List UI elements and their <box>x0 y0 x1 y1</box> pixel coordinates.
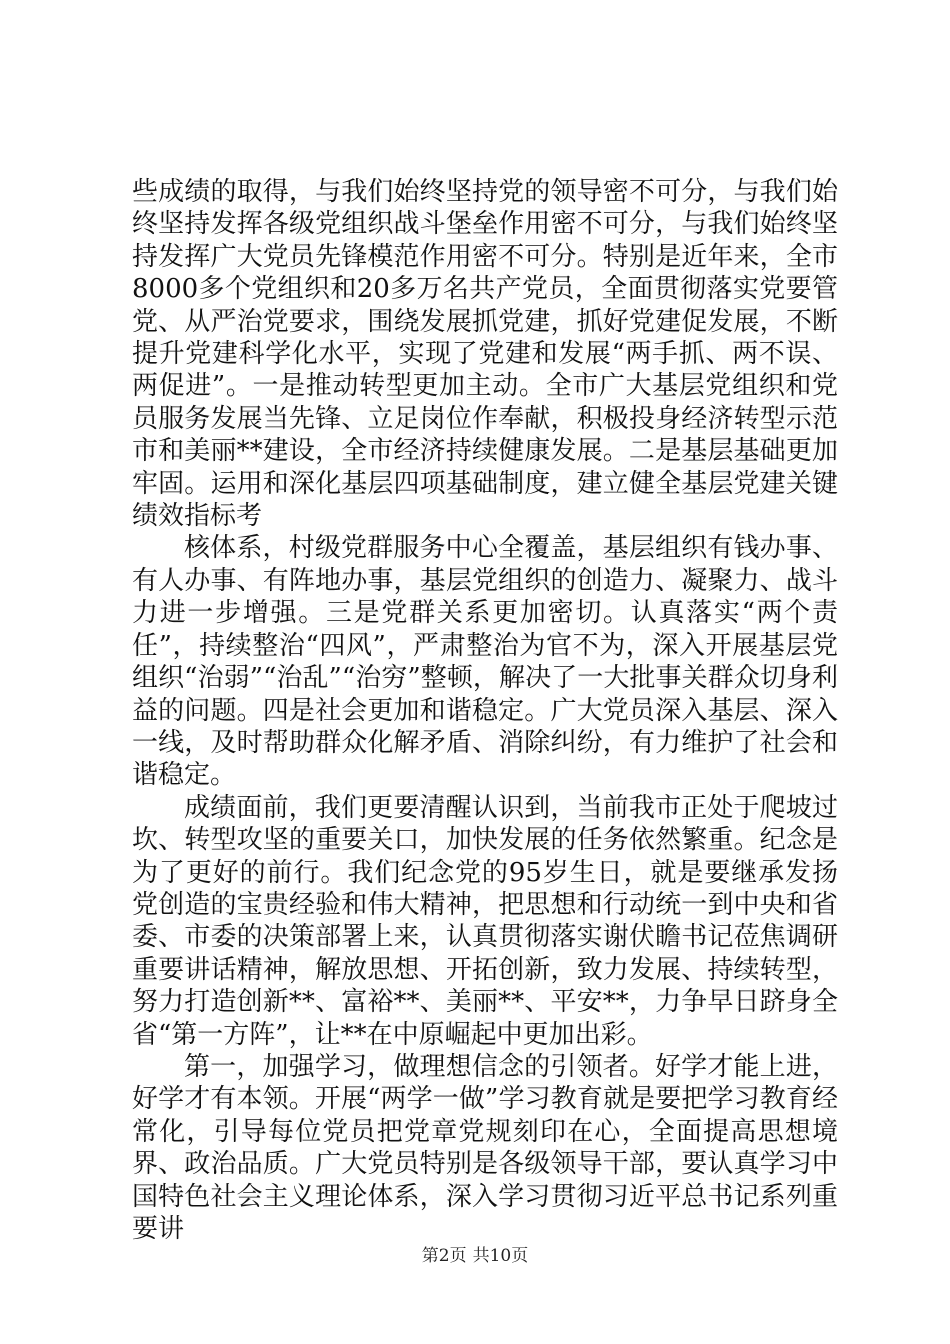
page-number: 第2页 <box>421 1246 467 1266</box>
page-total: 共10页 <box>472 1246 529 1266</box>
page-footer <box>0 1241 950 1266</box>
paragraph-4: 第一，加强学习，做理想信念的引领者。好学才能上进，好学才有本领。开展“两学一做”学习教育就是要把学习教育经常化，引导每位党员把党章党规刻印在心，全面提高思想境界、政治品质。广大党员特别是各级领导干部，要认真学习中国特色社会主义理论体系，深入学习贯彻习近平总书记系列重要讲 <box>132 1051 838 1244</box>
document-body <box>132 176 838 1245</box>
paragraph-2: 核体系，村级党群服务中心全覆盖，基层组织有钱办事、有人办事、有阵地办事，基层党组织的创造力、凝聚力、战斗力进一步增强。三是党群关系更加密切。认真落实“两个责任”，持续整治“四风”，严肃整治为官不为，深入开展基层党组织“治弱”“治乱”“治穷”整顿，解决了一大批事关群众切身利益的问题。四是社会更加和谐稳定。广大党员深入基层、深入一线，及时帮助群众化解矛盾、消除纠纷，有力维护了社会和谐稳定。 <box>132 533 838 791</box>
paragraph-1: 些成绩的取得，与我们始终坚持党的领导密不可分，与我们始终坚持发挥各级党组织战斗堡垒作用密不可分，与我们始终坚持发挥广大党员先锋模范作用密不可分。特别是近年来，全市8000多个党组织和20多万名共产党员，全面贯彻落实党要管党、从严治党要求，围绕发展抓党建，抓好党建促发展，不断提升党建科学化水平，实现了党建和发展“两手抓、两不误、两促进”。一是推动转型更加主动。全市广大基层党组织和党员服务发展当先锋、立足岗位作奉献，积极投身经济转型示范市和美丽**建设，全市经济持续健康发展。二是基层基础更加牢固。运用和深化基层四项基础制度，建立健全基层党建关键绩效指标考 <box>132 177 838 532</box>
paragraph-3: 成绩面前，我们更要清醒认识到，当前我市正处于爬坡过坎、转型攻坚的重要关口，加快发展的任务依然繁重。纪念是为了更好的前行。我们纪念党的95岁生日，就是要继承发扬党创造的宝贵经验和伟大精神，把思想和行动统一到中央和省委、市委的决策部署上来，认真贯彻落实谢伏瞻书记莅焦调研重要讲话精神，解放思想、开拓创新，致力发展、持续转型，努力打造创新**、富裕**、美丽**、平安**，力争早日跻身全省“第一方阵”，让**在中原崛起中更加出彩。 <box>132 792 838 1050</box>
